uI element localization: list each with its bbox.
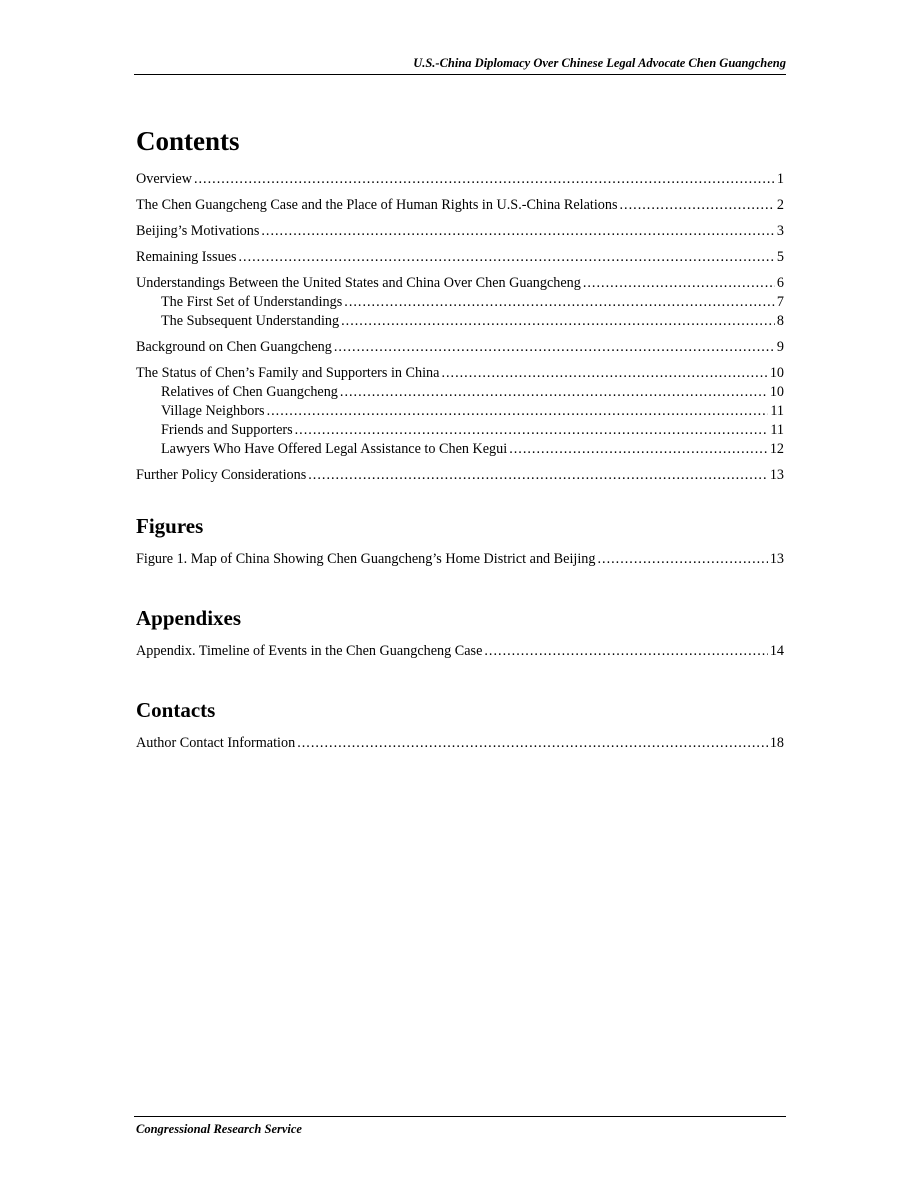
toc-page-number: 14 [769, 643, 784, 659]
toc-page-number: 13 [769, 467, 784, 483]
running-header [134, 56, 786, 75]
dot-leader [340, 383, 768, 402]
contents-entry[interactable] [136, 170, 784, 189]
toc-entry-label: Remaining Issues [136, 249, 237, 265]
appendixes-title: Appendixes [136, 606, 242, 630]
toc-entry-label: The First Set of Understandings [161, 294, 343, 310]
toc-page-number: 9 [776, 339, 784, 355]
toc-entry-label: Beijing’s Motivations [136, 223, 260, 239]
dot-leader [341, 312, 775, 331]
toc-page-number: 7 [776, 294, 784, 310]
contents-entry[interactable] [136, 222, 784, 241]
toc-entry-label: Relatives of Chen Guangcheng [161, 384, 338, 400]
toc-entry-label: Village Neighbors [161, 403, 265, 419]
dot-leader [238, 248, 774, 267]
dot-leader [334, 338, 775, 357]
toc-entry-label: Lawyers Who Have Offered Legal Assistance to Chen Kegui [161, 441, 508, 457]
dot-leader [597, 550, 767, 569]
figures-list [136, 550, 784, 569]
figures-section [136, 513, 784, 569]
toc-entry-label: Overview [136, 171, 192, 187]
page-footer [134, 1116, 786, 1136]
toc-entry-label: Understandings Between the United States and China Over Chen Guangcheng [136, 275, 581, 291]
toc-page-number: 11 [770, 422, 784, 438]
table-of-contents [136, 124, 784, 753]
toc-entry-label: Appendix. Timeline of Events in the Chen Guangcheng Case [136, 643, 483, 659]
toc-page-number: 13 [769, 551, 784, 567]
dot-leader [261, 222, 775, 241]
toc-entry-label: Friends and Supporters [161, 422, 293, 438]
dot-leader [344, 293, 775, 312]
contents-entry[interactable] [136, 274, 784, 293]
contacts-list [136, 734, 784, 753]
contents-entry[interactable] [136, 312, 784, 331]
contents-section [136, 124, 784, 485]
appendixes-entry[interactable] [136, 642, 784, 661]
contents-entry[interactable] [136, 293, 784, 312]
toc-page-number: 18 [769, 735, 784, 751]
dot-leader [297, 734, 768, 753]
contents-entry[interactable] [136, 466, 784, 485]
contents-entry[interactable] [136, 402, 784, 421]
toc-page-number: 10 [769, 365, 784, 381]
toc-page-number: 5 [776, 249, 784, 265]
toc-page-number: 2 [776, 197, 784, 213]
toc-entry-label: The Status of Chen’s Family and Supporters in China [136, 365, 440, 381]
dot-leader [295, 421, 769, 440]
toc-entry-label: The Chen Guangcheng Case and the Place of Human Rights in U.S.-China Relations [136, 197, 618, 213]
dot-leader [194, 170, 775, 189]
toc-entry-label: The Subsequent Understanding [161, 313, 340, 329]
toc-page-number: 8 [776, 313, 784, 329]
appendixes-list [136, 642, 784, 661]
toc-entry-label: Figure 1. Map of China Showing Chen Guangcheng’s Home District and Beijing [136, 551, 596, 567]
dot-leader [509, 440, 768, 459]
toc-entry-label: Author Contact Information [136, 735, 296, 751]
contents-entry[interactable] [136, 364, 784, 383]
toc-entry-label: Further Policy Considerations [136, 467, 307, 483]
dot-leader [583, 274, 775, 293]
contents-title: Contents [136, 126, 240, 156]
publisher-name: Congressional Research Service [136, 1122, 302, 1136]
dot-leader [267, 402, 769, 421]
contacts-section [136, 697, 784, 753]
dot-leader [484, 642, 767, 661]
toc-page-number: 3 [776, 223, 784, 239]
toc-page-number: 11 [770, 403, 784, 419]
contents-entry[interactable] [136, 440, 784, 459]
toc-entry-label: Background on Chen Guangcheng [136, 339, 332, 355]
dot-leader [441, 364, 767, 383]
contents-list [136, 170, 784, 485]
contents-entry[interactable] [136, 338, 784, 357]
toc-page-number: 10 [769, 384, 784, 400]
contacts-title: Contacts [136, 698, 216, 722]
dot-leader [620, 196, 775, 215]
running-title: U.S.-China Diplomacy Over Chinese Legal Advocate Chen Guangcheng [413, 56, 786, 70]
contents-entry[interactable] [136, 248, 784, 267]
dot-leader [308, 466, 768, 485]
contents-entry[interactable] [136, 196, 784, 215]
toc-page-number: 1 [776, 171, 784, 187]
figures-title: Figures [136, 514, 204, 538]
appendixes-section [136, 605, 784, 661]
contents-entry[interactable] [136, 383, 784, 402]
figures-entry[interactable] [136, 550, 784, 569]
toc-page-number: 6 [776, 275, 784, 291]
toc-page-number: 12 [769, 441, 784, 457]
contacts-entry[interactable] [136, 734, 784, 753]
contents-entry[interactable] [136, 421, 784, 440]
